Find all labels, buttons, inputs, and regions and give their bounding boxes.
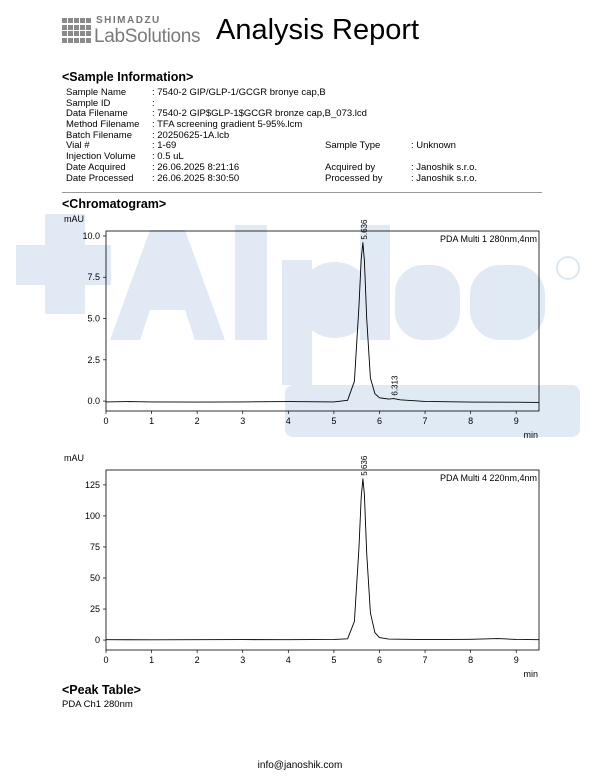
info-value-secondary: : Janoshik s.r.o. [411, 172, 478, 184]
info-value-secondary: : Unknown [411, 140, 456, 152]
info-value: : 26.06.2025 8:30:50 [152, 172, 240, 184]
x-tick-label: 8 [468, 655, 474, 665]
x-tick-label: 9 [513, 655, 519, 665]
info-value: : TFA screening gradient 5-95%.lcm [152, 119, 303, 131]
x-tick-label: 7 [422, 416, 428, 426]
x-tick-label: 1 [149, 416, 155, 426]
info-label: Date Processed [66, 172, 134, 184]
y-tick-label: 125 [84, 479, 100, 490]
footer-email: info@janoshik.com [257, 760, 343, 771]
info-label-secondary: Acquired by [325, 161, 376, 173]
x-tick-label: 2 [194, 655, 200, 665]
x-tick-label: 4 [285, 655, 291, 665]
info-value: : 7540-2 GIP$GLP-1$GCGR bronze cap,B_073.lcd [152, 108, 367, 120]
info-value: : 20250625-1A.lcb [152, 129, 230, 141]
x-tick-label: 6 [376, 416, 382, 426]
info-label-secondary: Sample Type [325, 140, 381, 152]
x-tick-label: 7 [422, 655, 428, 665]
peak-label: 5.636 [359, 455, 369, 476]
x-tick-label: 0 [103, 416, 109, 426]
info-value: : 0.5 uL [152, 151, 184, 163]
x-tick-label: 0 [103, 655, 109, 665]
info-value: : 1-69 [152, 140, 177, 152]
plot-frame [106, 470, 539, 650]
x-tick-label: 8 [468, 416, 474, 426]
info-value-secondary: : Janoshik s.r.o. [411, 161, 478, 173]
y-tick-label: 5.0 [87, 313, 100, 324]
y-axis-label: mAU [64, 214, 84, 224]
report-title: Analysis Report [216, 14, 420, 46]
y-tick-label: 2.5 [87, 354, 100, 365]
x-tick-label: 6 [376, 655, 382, 665]
info-label: Sample Name [66, 87, 127, 98]
x-tick-label: 3 [240, 416, 246, 426]
info-label: Vial # [66, 140, 90, 152]
info-value: : 7540-2 GIP/GLP-1/GCGR bronye cap,B [152, 87, 326, 98]
legend-label: PDA Multi 1 280nm,4nm [439, 234, 537, 244]
info-label: Date Acquired [66, 161, 126, 173]
x-axis-label: min [523, 669, 538, 679]
software-name: LabSolutions [94, 26, 201, 47]
info-label: Batch Filename [66, 129, 133, 141]
x-tick-label: 5 [331, 416, 337, 426]
x-axis-label: min [523, 430, 538, 440]
peak-label: 6.313 [390, 375, 400, 396]
chromatogram-heading: <Chromatogram> [62, 197, 167, 211]
y-tick-label: 10.0 [82, 230, 100, 241]
plot-frame [106, 231, 539, 411]
x-tick-label: 1 [149, 655, 155, 665]
info-label: Sample ID [66, 97, 111, 109]
y-tick-label: 100 [84, 510, 100, 521]
x-tick-label: 4 [285, 416, 291, 426]
info-label-secondary: Processed by [325, 172, 383, 184]
series-line [106, 479, 539, 640]
y-axis-label: mAU [64, 453, 84, 463]
info-label: Method Filename [66, 119, 140, 131]
x-tick-label: 3 [240, 655, 246, 665]
series-line [106, 243, 539, 403]
y-tick-label: 50 [89, 573, 100, 583]
x-tick-label: 2 [194, 416, 200, 426]
y-tick-label: 0 [94, 635, 100, 646]
y-tick-label: 25 [89, 604, 100, 615]
x-tick-label: 5 [331, 655, 337, 665]
y-tick-label: 7.5 [87, 272, 100, 283]
legend-label: PDA Multi 4 220nm,4nm [439, 473, 537, 483]
x-tick-label: 9 [513, 416, 519, 426]
sample-information-heading: <Sample Information> [62, 70, 194, 84]
info-value: : 26.06.2025 8:21:16 [152, 161, 240, 173]
y-tick-label: 75 [89, 541, 100, 552]
info-label: Injection Volume [66, 151, 136, 163]
peak-table-channel: PDA Ch1 280nm [62, 699, 133, 710]
peak-table-heading: <Peak Table> [62, 683, 141, 697]
brand-name: SHIMADZU [96, 15, 161, 26]
peak-label: 5.636 [359, 219, 369, 240]
y-tick-label: 0.0 [87, 396, 100, 407]
info-label: Data Filename [66, 108, 128, 120]
info-value: : [152, 97, 155, 109]
